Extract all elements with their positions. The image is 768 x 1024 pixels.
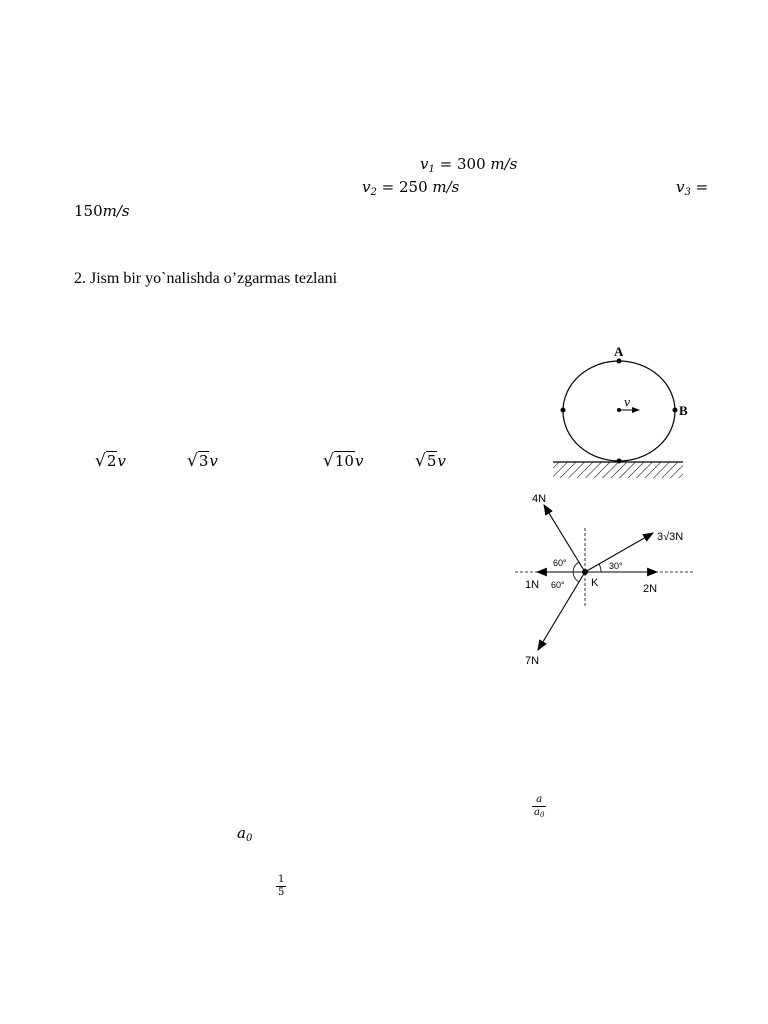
angle-arc-lower [573, 572, 579, 582]
point-bottom-dot [617, 459, 622, 464]
label-angle-60-upper: 60° [553, 558, 567, 568]
label-1n: 1N [525, 579, 540, 591]
option-variable: v [437, 452, 446, 470]
v2-unit: m/s [432, 178, 460, 196]
option-sqrt10v [323, 453, 363, 470]
option-sqrt5v [415, 453, 446, 470]
option-variable: v [117, 452, 126, 470]
equation-v2 [362, 180, 459, 198]
ratio-fraction [532, 789, 546, 819]
label-4n: 4N [532, 493, 547, 505]
label-a: A [614, 344, 624, 359]
v2-subscript: 2 [370, 187, 377, 198]
a0-symbol [237, 826, 252, 844]
equation-v3 [676, 180, 708, 198]
angle-arc-right [599, 564, 601, 572]
equation-v1 [420, 157, 517, 175]
option-radicand: 5 [426, 452, 437, 470]
v3-subscript: 3 [684, 187, 691, 198]
label-k: K [591, 577, 599, 589]
v1-subscript: 1 [428, 164, 435, 175]
sqrt-sign: √ [187, 451, 198, 471]
label-b: B [679, 403, 688, 418]
point-k-dot [582, 569, 588, 575]
label-angle-60-lower: 60° [551, 580, 565, 590]
angle-arc-upper [573, 562, 579, 572]
option-sqrt2v [95, 453, 126, 470]
v1-unit: m/s [490, 155, 518, 173]
point-b-dot [673, 408, 678, 413]
sqrt-sign: √ [95, 451, 106, 471]
force-diagram [505, 488, 705, 668]
sqrt-sign: √ [323, 451, 334, 471]
v2-symbol: v [362, 178, 371, 196]
ground-hatching [553, 462, 683, 478]
one-fifth-denominator: 5 [278, 887, 285, 898]
option-radicand: 3 [198, 452, 209, 470]
a0-letter: a [237, 824, 246, 842]
option-sqrt3v [187, 453, 218, 470]
option-radicand: 2 [106, 452, 117, 470]
denominator-symbol: a [534, 807, 540, 818]
v2-value: = 250 [381, 178, 433, 196]
v1-symbol: v [420, 155, 429, 173]
option-variable: v [354, 452, 364, 470]
option-radicand: 10 [334, 452, 354, 470]
fraction-denominator [532, 806, 546, 819]
label-v: v [624, 396, 631, 409]
denominator-subscript: 0 [539, 811, 545, 819]
v3-number: 150 [74, 202, 103, 220]
fraction-one-fifth [276, 869, 286, 898]
label-3sqrt3n: 3√3N [657, 531, 684, 543]
label-2n: 2N [643, 583, 658, 595]
option-variable: v [209, 452, 218, 470]
rolling-wheel-figure [545, 340, 695, 485]
v3-equals: = [695, 178, 709, 196]
v3-symbol: v [676, 178, 685, 196]
a0-subscript: 0 [245, 833, 253, 844]
sqrt-sign: √ [415, 451, 426, 471]
point-a-dot [617, 359, 622, 364]
fraction-numerator: a [536, 794, 543, 805]
label-angle-30: 30° [609, 561, 623, 571]
v3-unit: m/s [102, 202, 130, 220]
point-left-dot [561, 408, 566, 413]
v1-value: = 300 [439, 155, 491, 173]
equation-v3-value [74, 204, 130, 219]
one-fifth-numerator: 1 [278, 874, 285, 885]
label-7n: 7N [525, 655, 540, 667]
question-2-text: 2. Jism bir yo`nalishda o’zgarmas tezlani [74, 270, 338, 287]
